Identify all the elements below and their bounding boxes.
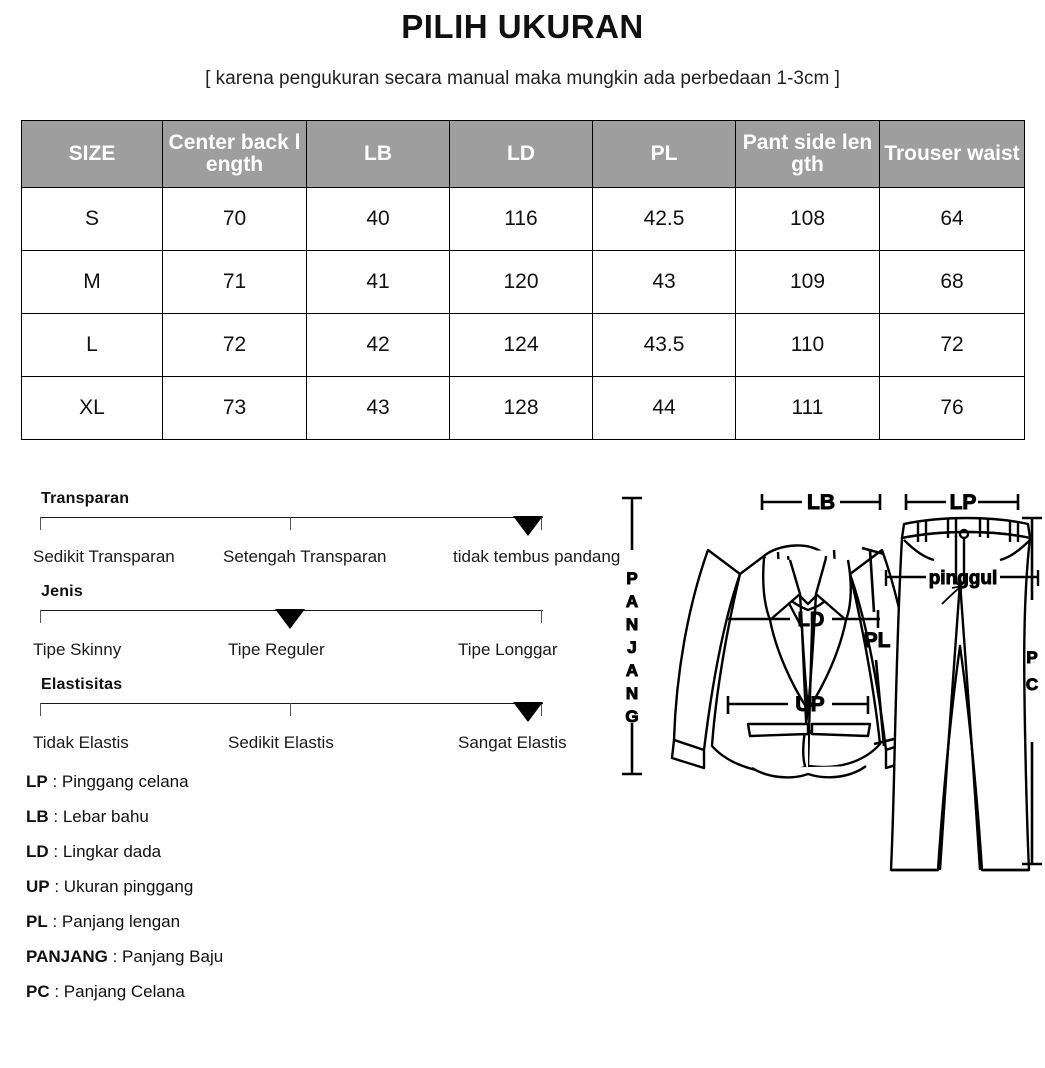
slider-marker-triangle-icon[interactable] xyxy=(275,609,305,629)
column-header-pl: PL xyxy=(593,121,736,188)
svg-text:G: G xyxy=(625,707,639,726)
table-row xyxy=(22,314,1025,377)
legend-desc: Panjang Celana xyxy=(63,982,185,1001)
slider-title-transparan: Transparan xyxy=(41,490,130,507)
slider-title-jenis: Jenis xyxy=(41,583,83,600)
legend-code: LB xyxy=(26,807,49,826)
slider-label-right: Tipe Longgar xyxy=(458,640,558,659)
slider-line xyxy=(40,517,543,518)
slider-elastisitas xyxy=(33,676,593,769)
cell-value: 72 xyxy=(880,314,1025,377)
column-header-trouser-waist: Trouser waist xyxy=(880,121,1025,188)
column-header-ld: LD xyxy=(450,121,593,188)
cell-value: 41 xyxy=(307,251,450,314)
cell-value: 68 xyxy=(880,251,1025,314)
legend-separator: : xyxy=(47,772,62,791)
legend-desc: Ukuran pinggang xyxy=(63,877,194,896)
attribute-scales xyxy=(33,490,621,769)
cell-value: 108 xyxy=(736,188,880,251)
slider-label-left: Tipe Skinny xyxy=(33,640,122,659)
cell-value: 73 xyxy=(163,377,307,440)
slider-label-right: Sangat Elastis xyxy=(458,733,567,752)
measurement-legend xyxy=(26,772,456,1017)
up-label: UP xyxy=(795,693,825,716)
table-row xyxy=(22,188,1025,251)
legend-item xyxy=(26,982,456,1002)
legend-code: LP xyxy=(26,772,48,791)
ld-label: LD xyxy=(797,609,825,631)
cell-size: S xyxy=(22,188,163,251)
legend-item xyxy=(26,772,456,792)
cell-value: 128 xyxy=(450,377,593,440)
legend-code: PANJANG xyxy=(26,947,108,966)
column-header-pant-side-length: Pant side length xyxy=(736,121,880,188)
cell-value: 43.5 xyxy=(593,314,736,377)
slider-transparan xyxy=(33,490,621,583)
lb-label: LB xyxy=(807,491,835,514)
legend-separator: : xyxy=(49,877,64,896)
cell-value: 42.5 xyxy=(593,188,736,251)
cell-value: 116 xyxy=(450,188,593,251)
legend-desc: Lebar bahu xyxy=(62,807,149,826)
cell-value: 109 xyxy=(736,251,880,314)
legend-separator: : xyxy=(48,842,63,861)
slider-tick-left xyxy=(40,517,41,530)
panjang-dimension-bracket xyxy=(622,498,642,774)
svg-text:P: P xyxy=(1026,648,1038,667)
legend-code: UP xyxy=(26,877,50,896)
slider-label-middle: Tipe Reguler xyxy=(228,640,325,659)
column-header-size: SIZE xyxy=(22,121,163,188)
legend-item xyxy=(26,912,456,932)
panjang-vertical-label xyxy=(625,569,638,726)
legend-code: PL xyxy=(26,912,48,931)
column-header-center-back-length: Center back length xyxy=(163,121,307,188)
slider-marker-triangle-icon[interactable] xyxy=(513,516,543,536)
legend-item xyxy=(26,877,456,897)
slider-tick-left xyxy=(40,703,41,716)
legend-code: LD xyxy=(26,842,49,861)
cell-value: 120 xyxy=(450,251,593,314)
legend-desc: Pinggang celana xyxy=(61,772,189,791)
svg-text:A: A xyxy=(625,592,639,611)
cell-value: 71 xyxy=(163,251,307,314)
svg-text:C: C xyxy=(1025,675,1039,694)
legend-desc: Lingkar dada xyxy=(62,842,162,861)
cell-size: L xyxy=(22,314,163,377)
garment-measurement-diagram xyxy=(612,478,1045,898)
table-row xyxy=(22,251,1025,314)
pinggul-label: pinggul xyxy=(928,568,998,589)
slider-line xyxy=(40,703,543,704)
lp-label: LP xyxy=(949,491,977,514)
cell-value: 64 xyxy=(880,188,1025,251)
cell-value: 40 xyxy=(307,188,450,251)
pc-vertical-label xyxy=(1026,648,1038,694)
cell-value: 72 xyxy=(163,314,307,377)
cell-value: 44 xyxy=(593,377,736,440)
svg-text:J: J xyxy=(627,638,637,657)
legend-item xyxy=(26,807,456,827)
table-row xyxy=(22,377,1025,440)
svg-text:N: N xyxy=(625,615,639,634)
page-title: PILIH UKURAN xyxy=(401,8,644,45)
legend-separator: : xyxy=(47,912,62,931)
slider-jenis xyxy=(33,583,593,676)
legend-code: PC xyxy=(26,982,50,1001)
legend-desc: Panjang lengan xyxy=(61,912,181,931)
size-chart-table xyxy=(21,120,1024,440)
slider-track-jenis[interactable] xyxy=(40,610,543,638)
slider-tick-left xyxy=(40,610,41,623)
table-header-row xyxy=(22,121,1025,188)
legend-separator: : xyxy=(49,982,64,1001)
svg-text:N: N xyxy=(625,684,639,703)
cell-value: 124 xyxy=(450,314,593,377)
column-header-lb: LB xyxy=(307,121,450,188)
slider-tick-right xyxy=(541,610,542,623)
cell-value: 43 xyxy=(307,377,450,440)
svg-text:A: A xyxy=(625,661,639,680)
legend-separator: : xyxy=(107,947,123,966)
cell-size: M xyxy=(22,251,163,314)
cell-value: 43 xyxy=(593,251,736,314)
cell-value: 111 xyxy=(736,377,880,440)
slider-label-middle: Setengah Transparan xyxy=(223,547,387,566)
slider-label-left: Sedikit Transparan xyxy=(33,547,175,566)
cell-size: XL xyxy=(22,377,163,440)
legend-desc: Panjang Baju xyxy=(122,947,224,966)
slider-title-elastisitas: Elastisitas xyxy=(41,676,123,693)
slider-label-left: Tidak Elastis xyxy=(33,733,129,752)
legend-item xyxy=(26,842,456,862)
slider-track-elastisitas[interactable] xyxy=(40,703,543,731)
legend-item xyxy=(26,947,456,967)
slider-track-transparan[interactable] xyxy=(40,517,543,545)
cell-value: 110 xyxy=(736,314,880,377)
legend-separator: : xyxy=(48,807,63,826)
page-subtitle: [ karena pengukuran secara manual maka mungkin ada perbedaan 1-3cm ] xyxy=(205,68,840,89)
svg-text:P: P xyxy=(626,569,638,588)
slider-label-right: tidak tembus pandang xyxy=(453,547,621,566)
cell-value: 70 xyxy=(163,188,307,251)
slider-tick-middle xyxy=(290,703,291,716)
cell-value: 76 xyxy=(880,377,1025,440)
pl-label: PL xyxy=(863,629,891,652)
cell-value: 42 xyxy=(307,314,450,377)
slider-tick-middle xyxy=(290,517,291,530)
slider-marker-triangle-icon[interactable] xyxy=(513,702,543,722)
slider-label-middle: Sedikit Elastis xyxy=(228,733,334,752)
